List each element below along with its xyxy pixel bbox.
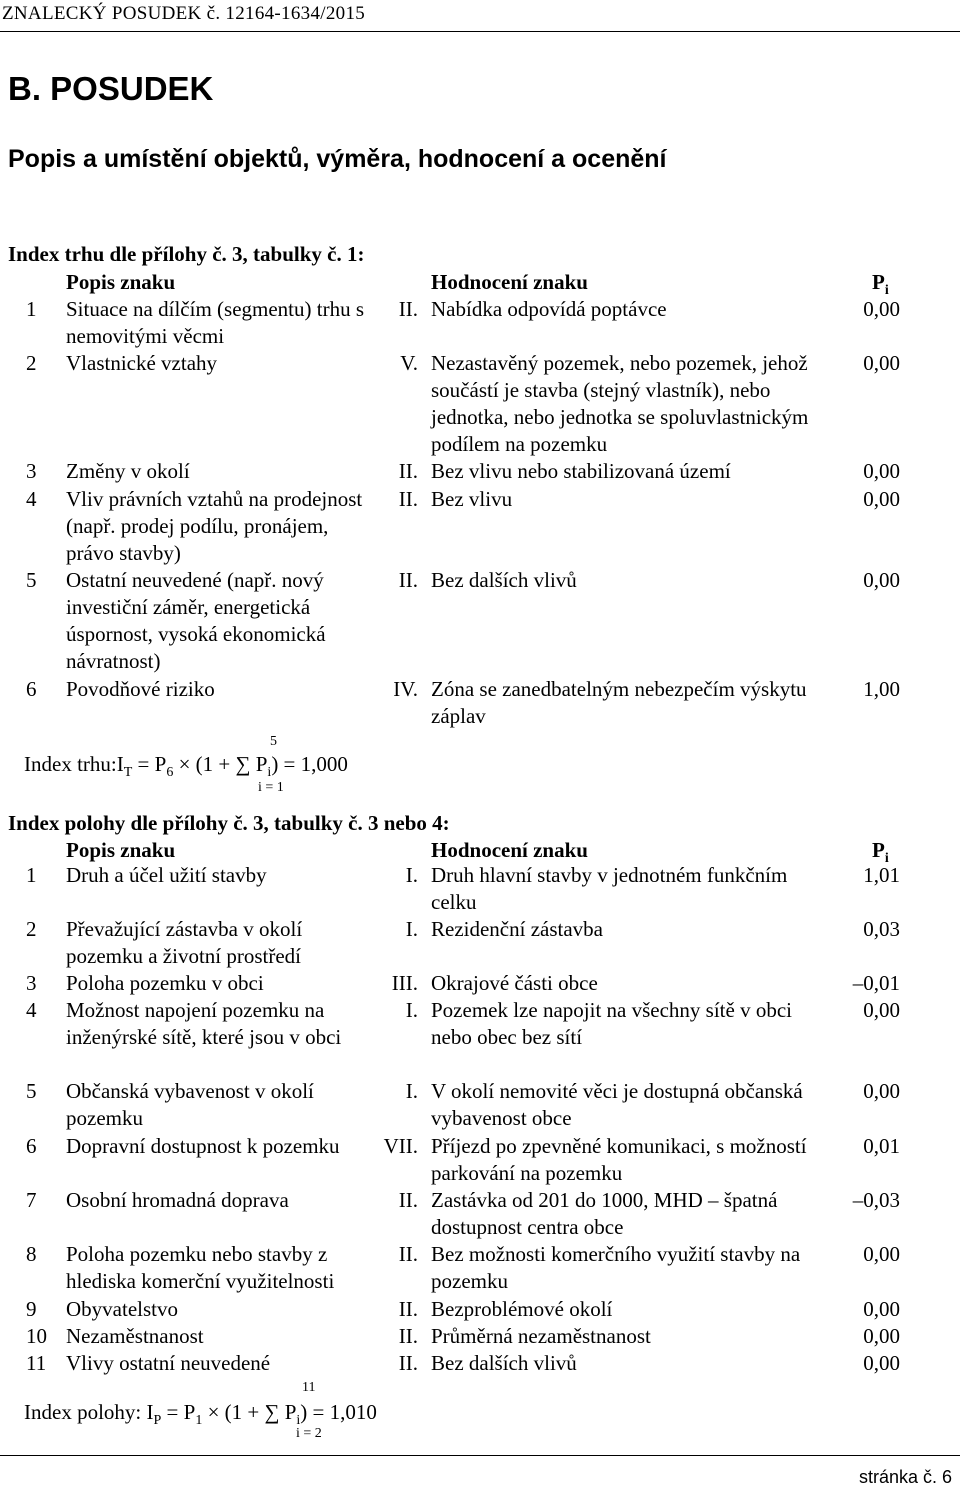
coefficient-value: 0,00 xyxy=(863,487,900,511)
feature-description: Poloha pozemku nebo stavby z hlediska komerční využitelnosti xyxy=(66,1242,335,1293)
row-number: 4 xyxy=(26,487,37,511)
feature-description: Obyvatelstvo xyxy=(66,1297,178,1321)
rating-level: I. xyxy=(405,998,418,1022)
rating-description: Okrajové části obce xyxy=(431,971,598,995)
rating-level: VII. xyxy=(383,1134,418,1158)
rating-description: Pozemek lze napojit na všechny sítě v obci nebo obec bez sítí xyxy=(431,998,792,1049)
location-col-rating: Hodnocení znaku xyxy=(431,838,588,862)
rating-description: Bez možnosti komerčního využití stavby na pozemku xyxy=(431,1242,801,1293)
rating-level: I. xyxy=(405,863,418,887)
row-number: 3 xyxy=(26,459,37,483)
rating-level: V. xyxy=(400,351,418,375)
header-text: ZNALECKÝ POSUDEK č. 12164-1634/2015 xyxy=(2,3,366,24)
row-number: 2 xyxy=(26,917,37,941)
coefficient-value: 0,03 xyxy=(863,917,900,941)
rating-description: Bez vlivu xyxy=(431,487,513,511)
feature-description: Ostatní neuvedené (např. nový investiční záměr, energetická úspornost, vysoká ekonomická návratnost) xyxy=(66,568,326,673)
coefficient-value: 0,00 xyxy=(863,297,900,321)
rating-level: II. xyxy=(398,297,418,321)
coefficient-value: 0,00 xyxy=(863,1297,900,1321)
rating-level: II. xyxy=(398,487,418,511)
coefficient-value: 0,00 xyxy=(863,351,900,375)
coefficient-value: 0,01 xyxy=(863,1134,900,1158)
sum-lower-limit: i = 1 xyxy=(258,780,284,795)
feature-description: Vlastnické vztahy xyxy=(66,351,218,375)
market-col-p: $P_i$ xyxy=(872,270,889,299)
coefficient-value: 0,00 xyxy=(863,1079,900,1103)
feature-description: Nezaměstnanost xyxy=(66,1324,204,1348)
location-index-title: Index polohy dle přílohy č. 3, tabulky č. 3 nebo 4: xyxy=(8,811,450,835)
coefficient-value: 0,00 xyxy=(863,568,900,592)
row-number: 6 xyxy=(26,677,37,701)
coefficient-value: 0,00 xyxy=(863,1324,900,1348)
coefficient-value: 0,00 xyxy=(863,1242,900,1266)
row-number: 4 xyxy=(26,998,37,1022)
feature-description: Možnost napojení pozemku na inženýrské sítě, které jsou v obci xyxy=(66,998,342,1049)
feature-description: Poloha pozemku v obci xyxy=(66,971,264,995)
rating-description: Nezastavěný pozemek, nebo pozemek, jehož součástí je stavba (stejný vlastník), nebo jednotka, nebo jednotka se spoluvlastnickým podílem na pozemku xyxy=(431,351,809,456)
feature-description: Změny v okolí xyxy=(66,459,190,483)
rating-level: I. xyxy=(405,1079,418,1103)
market-col-feature: Popis znaku xyxy=(66,270,176,294)
formula-text: Index polohy: $I_P = P_1 \times (1$ + ∑ $P_i) = 1,010$ xyxy=(24,1400,377,1429)
rating-description: Nabídka odpovídá poptávce xyxy=(431,297,667,321)
rating-description: Druh hlavní stavby v jednotném funkčním celku xyxy=(431,863,788,914)
row-number: 10 xyxy=(26,1324,47,1348)
row-number: 2 xyxy=(26,351,37,375)
feature-description: Dopravní dostupnost k pozemku xyxy=(66,1134,340,1158)
feature-description: Občanská vybavenost v okolí pozemku xyxy=(66,1079,314,1130)
location-col-p: $P_i$ xyxy=(872,838,889,867)
sum-upper-limit: 5 xyxy=(270,734,277,749)
rating-level: II. xyxy=(398,568,418,592)
footer-divider xyxy=(0,1455,960,1456)
rating-description: Rezidenční zástavba xyxy=(431,917,603,941)
feature-description: Druh a účel užití stavby xyxy=(66,863,267,887)
row-number: 11 xyxy=(26,1351,47,1375)
sum-upper-limit: 11 xyxy=(302,1380,316,1395)
rating-description: Bez vlivu nebo stabilizovaná území xyxy=(431,459,731,483)
coefficient-value: 1,00 xyxy=(863,677,900,701)
rating-description: Bezproblémové okolí xyxy=(431,1297,613,1321)
coefficient-value: 1,01 xyxy=(863,863,900,887)
row-number: 6 xyxy=(26,1134,37,1158)
coefficient-value: 0,00 xyxy=(863,459,900,483)
rating-description: V okolí nemovité věci je dostupná občanská vybavenost obce xyxy=(431,1079,803,1130)
coefficient-value: –0,01 xyxy=(852,971,900,995)
header-divider xyxy=(0,31,960,32)
row-number: 9 xyxy=(26,1297,37,1321)
rating-description: Bez dalších vlivů xyxy=(431,568,577,592)
section-title: B. POSUDEK xyxy=(8,70,214,107)
coefficient-value: –0,03 xyxy=(852,1188,900,1212)
rating-level: II. xyxy=(398,1351,418,1375)
rating-level: II. xyxy=(398,1188,418,1212)
row-number: 1 xyxy=(26,863,37,887)
page-header xyxy=(0,0,960,34)
row-number: 5 xyxy=(26,1079,37,1103)
section-subtitle: Popis a umístění objektů, výměra, hodnocení a ocenění xyxy=(8,145,667,173)
market-col-rating: Hodnocení znaku xyxy=(431,270,588,294)
coefficient-value: 0,00 xyxy=(863,1351,900,1375)
rating-level: III. xyxy=(391,971,418,995)
rating-description: Zóna se zanedbatelným nebezpečím výskytu záplav xyxy=(431,677,807,728)
sum-lower-limit: i = 2 xyxy=(296,1426,322,1441)
formula-text: Index $trhu:I_T = P_6 \times (1$ + ∑ $P_i) = 1,000$ xyxy=(24,752,348,781)
rating-level: II. xyxy=(398,1297,418,1321)
feature-description: Osobní hromadná doprava xyxy=(66,1188,289,1212)
rating-description: Průměrná nezaměstnanost xyxy=(431,1324,651,1348)
rating-description: Příjezd po zpevněné komunikaci, s možností parkování na pozemku xyxy=(431,1134,807,1185)
location-col-feature: Popis znaku xyxy=(66,838,176,862)
feature-description: Vliv právních vztahů na prodejnost (např. prodej podílu, pronájem, právo stavby) xyxy=(66,487,363,565)
page-number: stránka č. 6 xyxy=(858,1467,952,1487)
coefficient-value: 0,00 xyxy=(863,998,900,1022)
rating-level: IV. xyxy=(393,677,418,701)
feature-description: Vlivy ostatní neuvedené xyxy=(66,1351,271,1375)
market-index-title: Index trhu dle přílohy č. 3, tabulky č. 1: xyxy=(8,242,365,266)
feature-description: Povodňové riziko xyxy=(66,677,215,701)
rating-level: I. xyxy=(405,917,418,941)
rating-description: Bez dalších vlivů xyxy=(431,1351,577,1375)
feature-description: Převažující zástavba v okolí pozemku a životní prostředí xyxy=(66,917,303,968)
rating-level: II. xyxy=(398,459,418,483)
rating-description: Zastávka od 201 do 1000, MHD – špatná dostupnost centra obce xyxy=(431,1188,778,1239)
row-number: 3 xyxy=(26,971,37,995)
rating-level: II. xyxy=(398,1242,418,1266)
rating-level: II. xyxy=(398,1324,418,1348)
row-number: 5 xyxy=(26,568,37,592)
row-number: 7 xyxy=(26,1188,37,1212)
feature-description: Situace na dílčím (segmentu) trhu s nemovitými věcmi xyxy=(66,297,365,348)
page-footer xyxy=(0,1455,960,1489)
row-number: 1 xyxy=(26,297,37,321)
row-number: 8 xyxy=(26,1242,37,1266)
